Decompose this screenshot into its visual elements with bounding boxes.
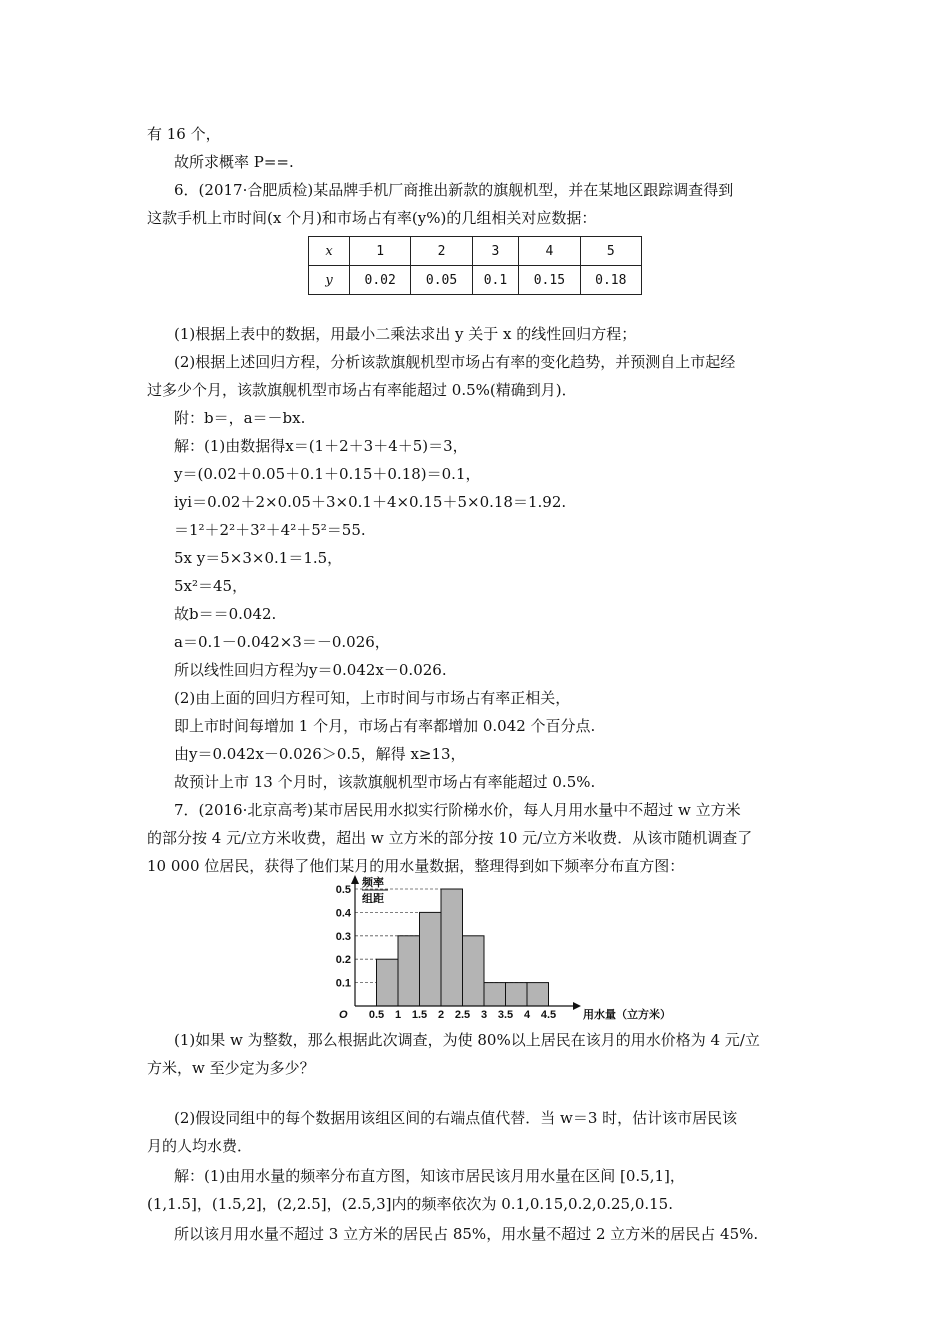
origin-label: O bbox=[339, 1009, 348, 1020]
text-line: 所以该月用水量不超过 3 立方米的居民占 85%，用水量不超过 2 立方米的居民占 45%. bbox=[174, 1225, 759, 1243]
text-line: 附：b＝，a＝－bx. bbox=[174, 409, 306, 427]
y-tick-label: 0.1 bbox=[335, 977, 351, 990]
text-line: 由y＝0.042x－0.026＞0.5，解得 x≥13， bbox=[174, 745, 466, 763]
text-line: (2)根据上述回归方程，分析该款旗舰机型市场占有率的变化趋势，并预测自上市起经 bbox=[174, 353, 736, 371]
histogram-bar bbox=[441, 889, 463, 1006]
table-cell: 5 bbox=[580, 237, 641, 266]
text-line: 5x y＝5×3×0.1＝1.5， bbox=[174, 549, 343, 567]
table-row bbox=[309, 266, 642, 295]
table-cell: 0.02 bbox=[350, 266, 411, 295]
histogram-bar bbox=[506, 983, 528, 1006]
y-tick-label: 0.4 bbox=[335, 907, 351, 920]
x-tick-label: 2 bbox=[437, 1009, 445, 1020]
text-line: 这款手机上市时间(x 个月)和市场占有率(y%)的几组相关对应数据： bbox=[147, 209, 597, 227]
table-row bbox=[309, 237, 642, 266]
data-table bbox=[308, 236, 642, 295]
text-line: 即上市时间每增加 1 个月，市场占有率都增加 0.042 个百分点. bbox=[174, 717, 596, 735]
table-cell: 0.18 bbox=[580, 266, 641, 295]
x-tick-label: 0.5 bbox=[368, 1009, 385, 1020]
text-line: 所以线性回归方程为y＝0.042x－0.026. bbox=[174, 661, 447, 679]
text-line: (1)如果 w 为整数，那么根据此次调查，为使 80%以上居民在该月的用水价格为 4 元/立 bbox=[174, 1031, 760, 1049]
y-tick-label: 0.2 bbox=[335, 954, 351, 967]
text-line: 有 16 个， bbox=[147, 125, 221, 143]
text-line: 过多少个月，该款旗舰机型市场占有率能超过 0.5%(精确到月)． bbox=[147, 381, 577, 399]
text-line: 5x²＝45， bbox=[174, 577, 248, 595]
text-line: a＝0.1－0.042×3＝－0.026， bbox=[174, 633, 390, 651]
text-line: (2)由上面的回归方程可知，上市时间与市场占有率正相关， bbox=[174, 689, 571, 707]
text-line: (2)假设同组中的每个数据用该组区间的右端点值代替．当 w＝3 时，估计该市居民该 bbox=[174, 1109, 738, 1127]
text-line: 的部分按 4 元/立方米收费，超出 w 立方米的部分按 10 元/立方米收费．从该市随机调查了 bbox=[147, 829, 753, 847]
text-line: 方米，w 至少定为多少？ bbox=[147, 1059, 315, 1077]
text-line: ＝1²＋2²＋3²＋4²＋5²＝55. bbox=[174, 521, 366, 539]
x-tick-label: 3.5 bbox=[497, 1009, 514, 1020]
x-axis-arrow-icon bbox=[573, 1002, 581, 1010]
y-tick-label: 0.5 bbox=[335, 884, 351, 896]
x-tick-label: 4.5 bbox=[540, 1009, 557, 1020]
table-cell: 0.05 bbox=[411, 266, 472, 295]
text-line: 故预计上市 13 个月时，该款旗舰机型市场占有率能超过 0.5%. bbox=[174, 773, 596, 791]
text-line: 解：(1)由用水量的频率分布直方图，知该市居民该月用水量在区间 [0.5,1]， bbox=[174, 1167, 685, 1185]
histogram-bar bbox=[527, 983, 549, 1006]
table-cell: 3 bbox=[472, 237, 519, 266]
table-header-x: x bbox=[309, 237, 350, 266]
histogram-bar bbox=[398, 936, 420, 1006]
y-axis-label-bottom: 组距 bbox=[362, 893, 384, 905]
table-cell: 4 bbox=[519, 237, 580, 266]
x-axis-label: 用水量（立方米） bbox=[583, 1009, 671, 1020]
x-tick-label: 2.5 bbox=[454, 1009, 471, 1020]
y-tick-label: 0.3 bbox=[335, 930, 351, 943]
text-line: 解：(1)由数据得x＝(1＋2＋3＋4＋5)＝3， bbox=[174, 437, 468, 455]
histogram-bar bbox=[463, 936, 485, 1006]
text-line: 故所求概率 P==. bbox=[174, 153, 294, 171]
histogram-bar bbox=[420, 912, 442, 1006]
question-7-heading: 7．(2016·北京高考)某市居民用水拟实行阶梯水价，每人月用水量中不超过 w 立方米 bbox=[174, 801, 741, 819]
text-line: (1)根据上表中的数据，用最小二乘法求出 y 关于 x 的线性回归方程； bbox=[174, 325, 637, 343]
text-line: y＝(0.02＋0.05＋0.1＋0.15＋0.18)＝0.1， bbox=[174, 465, 481, 483]
table-header-y: y bbox=[309, 266, 350, 295]
question-6-heading: 6．(2017·合肥质检)某品牌手机厂商推出新款的旗舰机型，并在某地区跟踪调查得到 bbox=[174, 181, 734, 199]
y-axis-label-top: 频率 bbox=[362, 877, 384, 889]
x-tick-label: 1.5 bbox=[411, 1009, 428, 1020]
text-line: 故b＝＝0.042. bbox=[174, 605, 277, 623]
table-cell: 0.1 bbox=[472, 266, 519, 295]
text-line: iyi＝0.02＋2×0.05＋3×0.1＋4×0.15＋5×0.18＝1.92. bbox=[174, 493, 567, 511]
y-axis-arrow-icon bbox=[351, 875, 359, 884]
frequency-histogram bbox=[325, 872, 685, 1020]
histogram-bar bbox=[484, 983, 506, 1006]
text-line: 10 000 位居民，获得了他们某月的用水量数据，整理得到如下频率分布直方图： bbox=[147, 857, 685, 875]
histogram-bar bbox=[377, 959, 399, 1006]
table-cell: 2 bbox=[411, 237, 472, 266]
x-tick-label: 3 bbox=[480, 1009, 488, 1020]
x-tick-label: 1 bbox=[394, 1009, 402, 1020]
text-line: 月的人均水费． bbox=[147, 1137, 253, 1155]
text-line: (1,1.5]，(1.5,2]，(2,2.5]，(2.5,3]内的频率依次为 0.1,0.15,0.2,0.25,0.15. bbox=[147, 1195, 673, 1213]
table-cell: 0.15 bbox=[519, 266, 580, 295]
table-cell: 1 bbox=[350, 237, 411, 266]
x-tick-label: 4 bbox=[523, 1009, 531, 1020]
